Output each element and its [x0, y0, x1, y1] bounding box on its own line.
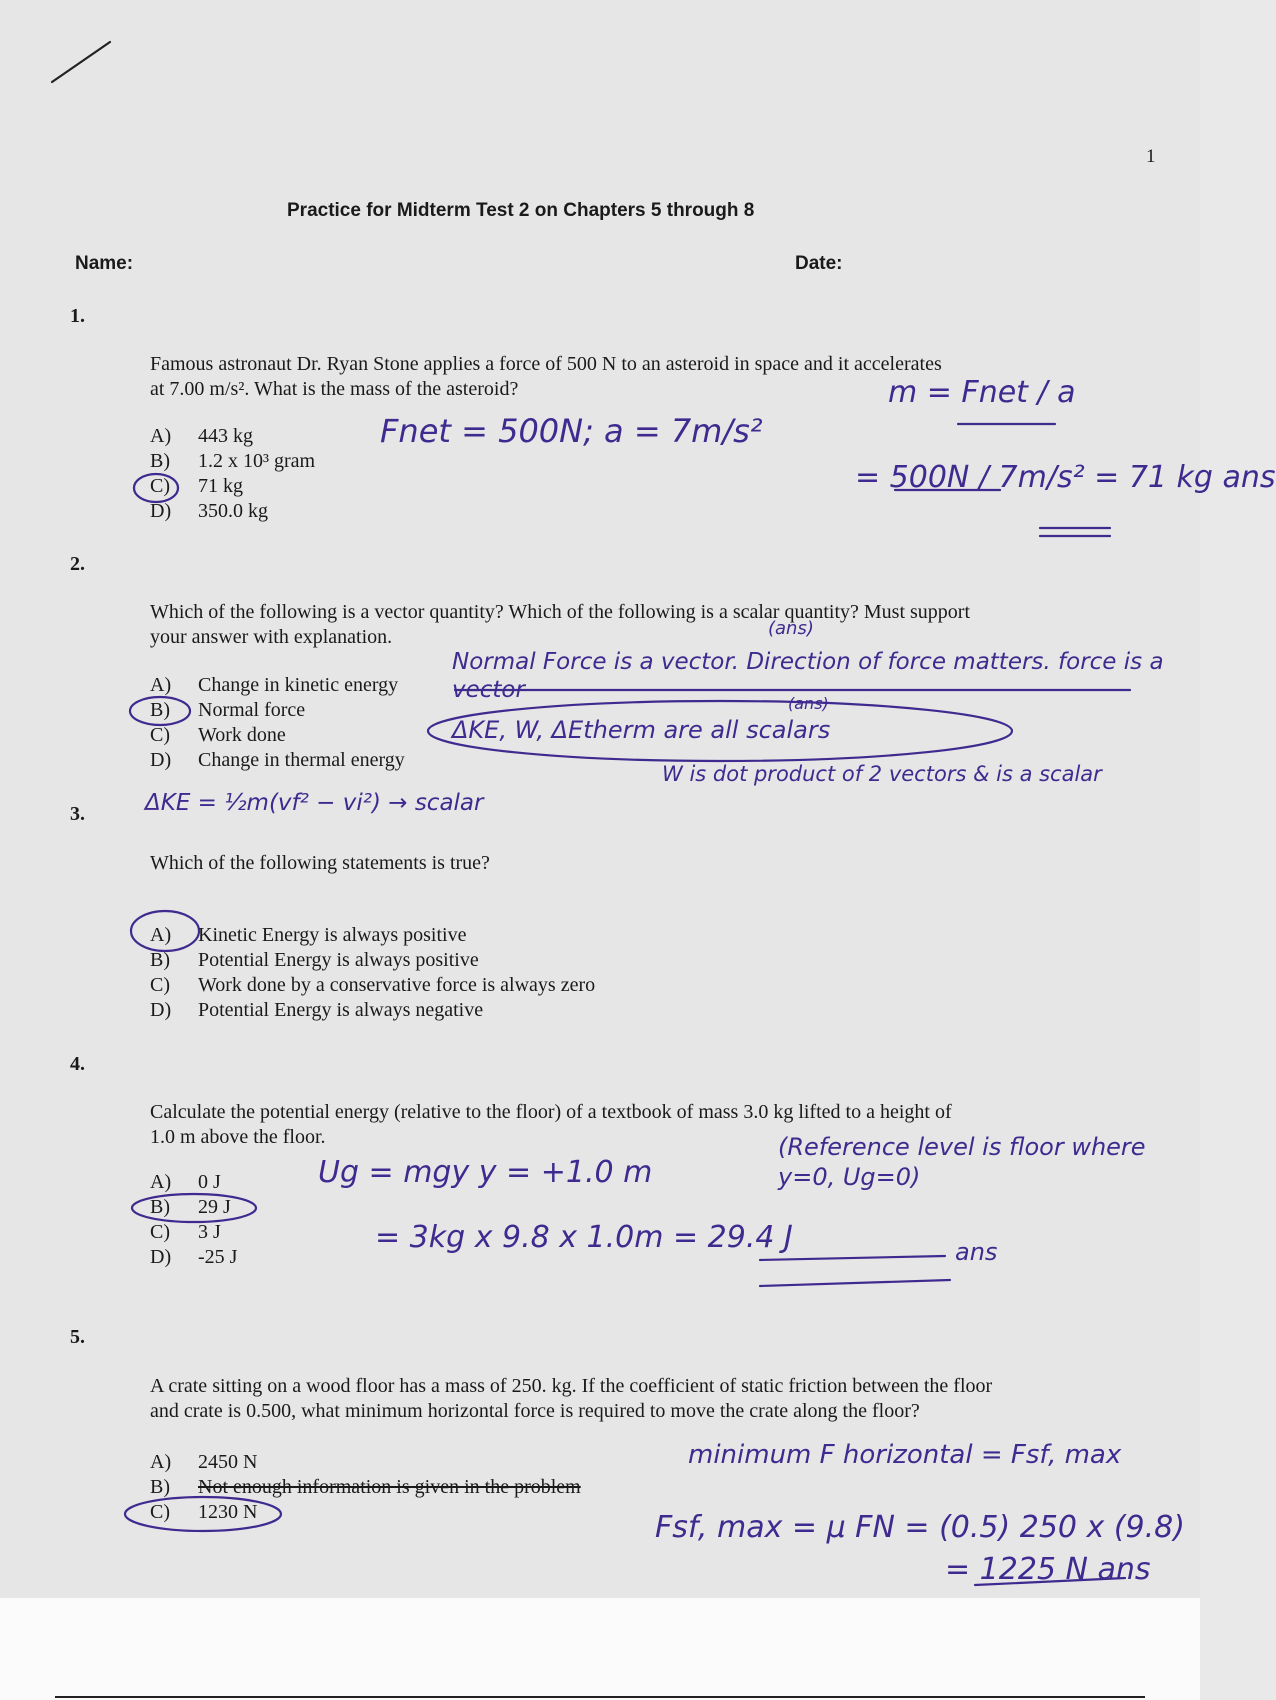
- handwriting-line: (ans): [768, 618, 814, 639]
- handwriting-line: Ug = mgy y = +1.0 m: [318, 1155, 653, 1190]
- choice-letter: A): [150, 924, 172, 946]
- answer-choices: [150, 1170, 237, 1270]
- choice-letter: A): [150, 1171, 172, 1193]
- handwriting-line: Fsf, max = μ FN = (0.5) 250 x (9.8): [655, 1510, 1185, 1545]
- choice-b[interactable]: [150, 1475, 581, 1500]
- choice-b[interactable]: [150, 948, 595, 973]
- choice-letter: D): [150, 500, 172, 522]
- choice-a[interactable]: [150, 424, 315, 449]
- handwriting-line: ΔKE, W, ΔEtherm are all scalars: [452, 716, 831, 744]
- choice-letter: D): [150, 1246, 172, 1268]
- choice-c[interactable]: [150, 1500, 581, 1525]
- name-label: Name:: [75, 253, 134, 274]
- choice-text: Change in thermal energy: [198, 749, 405, 771]
- choice-text: 2450 N: [198, 1451, 258, 1473]
- question-number: 4.: [70, 1053, 85, 1075]
- choice-text: 29 J: [198, 1196, 231, 1218]
- handwriting-line: ΔKE = ½m(vf² − vi²) → scalar: [145, 790, 484, 816]
- handwriting-line: m = Fnet / a: [888, 375, 1076, 410]
- choice-text: 71 kg: [198, 475, 243, 497]
- choice-d[interactable]: [150, 748, 405, 773]
- choice-letter: C): [150, 475, 170, 497]
- choice-d[interactable]: [150, 1245, 237, 1270]
- choice-letter: D): [150, 999, 172, 1021]
- choice-text: Potential Energy is always negative: [198, 999, 484, 1021]
- page-title: Practice for Midterm Test 2 on Chapters 5 through 8: [287, 200, 755, 221]
- choice-c[interactable]: [150, 723, 405, 748]
- question-number: 2.: [70, 553, 85, 575]
- page-number: 1: [1146, 146, 1156, 167]
- choice-letter: A): [150, 674, 172, 696]
- choice-letter: C): [150, 1221, 170, 1243]
- answer-choices: [150, 673, 405, 773]
- choice-a[interactable]: [150, 1450, 581, 1475]
- choice-a[interactable]: [150, 673, 405, 698]
- pen-stroke-mark: [52, 42, 110, 82]
- choice-text: 350.0 kg: [198, 500, 268, 522]
- handwriting-line: minimum F horizontal = Fsf, max: [688, 1440, 1122, 1470]
- answer-choices: [150, 424, 315, 524]
- choice-text: 443 kg: [198, 425, 253, 447]
- choice-letter: B): [150, 699, 170, 721]
- choice-letter: A): [150, 425, 172, 447]
- underline-ans-q4: [760, 1256, 950, 1286]
- question-number: 5.: [70, 1326, 85, 1348]
- choice-d[interactable]: [150, 998, 595, 1023]
- choice-text: 1230 N: [198, 1501, 258, 1523]
- choice-text: Change in kinetic energy: [198, 674, 399, 696]
- choice-c[interactable]: [150, 973, 595, 998]
- choice-a[interactable]: [150, 923, 595, 948]
- choice-text: Normal force: [198, 699, 306, 721]
- handwriting-line: W is dot product of 2 vectors & is a scalar: [662, 762, 1102, 786]
- choice-a[interactable]: [150, 1170, 237, 1195]
- choice-b[interactable]: [150, 1195, 237, 1220]
- choice-c[interactable]: [150, 474, 315, 499]
- choice-text: -25 J: [198, 1246, 238, 1268]
- choice-letter: C): [150, 1501, 170, 1523]
- choice-letter: B): [150, 1476, 170, 1498]
- choice-text: 1.2 x 10³ gram: [198, 450, 316, 472]
- choice-c[interactable]: [150, 1220, 237, 1245]
- choice-b[interactable]: [150, 698, 405, 723]
- handwriting-line: = 500N / 7m/s² = 71 kg ans: [855, 460, 1276, 495]
- handwriting-line: (Reference level is floor where y=0, Ug=0): [778, 1133, 1146, 1191]
- date-label: Date:: [795, 253, 843, 274]
- choice-text: 3 J: [198, 1221, 221, 1243]
- choice-letter: B): [150, 949, 170, 971]
- choice-text: Work done by a conservative force is always zero: [198, 974, 596, 996]
- handwriting-line: (ans): [788, 694, 829, 713]
- choice-text: Not enough information is given in the problem: [198, 1476, 581, 1498]
- choice-letter: B): [150, 1196, 170, 1218]
- question-number: 1.: [70, 305, 85, 327]
- answer-choices: [150, 1450, 581, 1525]
- choice-text: 0 J: [198, 1171, 221, 1193]
- choice-letter: D): [150, 749, 172, 771]
- handwriting-line: ans: [955, 1238, 998, 1266]
- question-text: Which of the following statements is true?: [150, 852, 490, 874]
- choice-b[interactable]: [150, 449, 315, 474]
- handwriting-line: Fnet = 500N; a = 7m/s²: [380, 412, 763, 450]
- choice-d[interactable]: [150, 499, 315, 524]
- choice-letter: B): [150, 450, 170, 472]
- question-text: Calculate the potential energy (relative to the floor) of a textbook of mass 3.0 kg lifted to a height of 1.0 m above the floor.: [150, 1101, 952, 1148]
- choice-letter: A): [150, 1451, 172, 1473]
- choice-letter: C): [150, 724, 170, 746]
- handwriting-line: = 1225 N ans: [945, 1552, 1151, 1587]
- choice-letter: C): [150, 974, 170, 996]
- choice-text: Kinetic Energy is always positive: [198, 924, 467, 946]
- handwriting-line: = 3kg x 9.8 x 1.0m = 29.4 J: [375, 1220, 793, 1255]
- question-number: 3.: [70, 803, 85, 825]
- handwriting-line: Normal Force is a vector. Direction of force matters. force is a vector: [452, 649, 1164, 703]
- answer-choices: [150, 923, 595, 1023]
- question-text: A crate sitting on a wood floor has a mass of 250. kg. If the coefficient of static friction between the floor and crate is 0.500, what minimum horizontal force is required to move the crate along the floor?: [150, 1375, 993, 1422]
- question-text: Which of the following is a vector quantity? Which of the following is a scalar quantity? Must support your answer with explanation.: [150, 601, 970, 648]
- underline-ans-q1: [1040, 528, 1110, 536]
- choice-text: Potential Energy is always positive: [198, 949, 479, 971]
- question-text: Famous astronaut Dr. Ryan Stone applies a force of 500 N to an asteroid in space and it accelerates at 7.00 m/s². What is the mass of the asteroid?: [150, 353, 942, 400]
- choice-text: Work done: [198, 724, 286, 746]
